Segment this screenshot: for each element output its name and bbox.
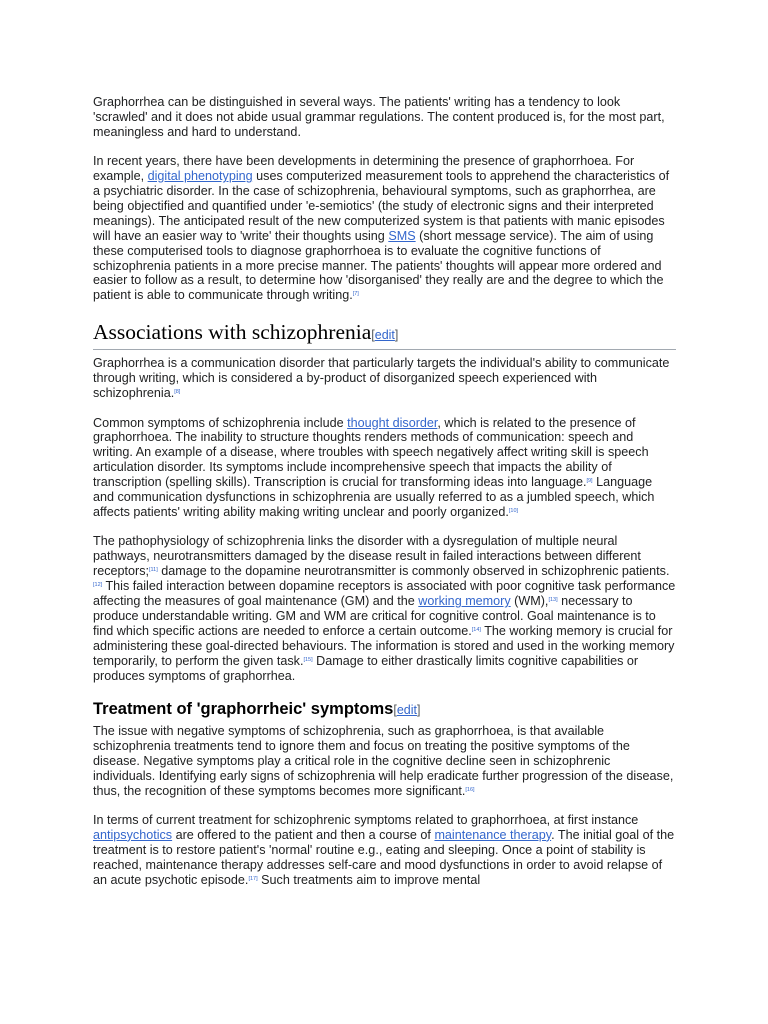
- edit-link[interactable]: edit: [396, 702, 417, 717]
- text-run: (short message service). The aim of using these computerised tools to diagnose graphorrhoea is to evaluate the cognitive functions of schizophrenia patients in a more precise manner. The patients' thoughts will appear more ordered and easier to follow as a result, to determine how 'disorganised' they really are and the degree to which the patient is able to communicate through writing.: [93, 228, 664, 303]
- text-run: are offered to the patient and then a course of: [172, 827, 435, 842]
- schizophrenia-paragraph-2: [93, 416, 676, 520]
- bracket-open: [: [371, 328, 375, 343]
- reference-16[interactable]: [16]: [465, 786, 475, 793]
- reference-12[interactable]: [12]: [93, 582, 103, 589]
- intro-paragraph-2: [93, 154, 676, 303]
- text-run: The pathophysiology of schizophrenia links the disorder with a dysregulation of multiple neural pathways, neurotransmitters damaged by the disease result in failed interactions between different receptors;: [93, 534, 641, 579]
- thought-disorder-link[interactable]: thought disorder: [347, 415, 438, 430]
- section-heading-schizophrenia: [93, 319, 676, 350]
- maintenance-therapy-link[interactable]: maintenance therapy: [434, 827, 552, 842]
- bracket-close: ]: [416, 702, 421, 717]
- antipsychotics-link[interactable]: antipsychotics: [93, 827, 173, 842]
- intro-paragraph-1: Graphorrhea can be distinguished in several ways. The patients' writing has a tendency to look 'scrawled' and it does not abide usual grammar regulations. The content produced is, for the most part, meaningless and hard to understand.: [93, 95, 665, 139]
- reference-7[interactable]: [7]: [352, 291, 359, 298]
- text-run: , which is related to the presence of graphorrhoea. The inability to structure thoughts renders methods of communication: speech and writing. An example of a disease, where troubles with speech negatively affect writing skill is speech articulation disorder. Its symptoms include incomprehensive speech that impacts the ability of transcription (spelling skills). Transcription is crucial for transforming ideas into language.: [93, 415, 649, 490]
- edit-section-link: [393, 703, 420, 717]
- text-run: This failed interaction between dopamine receptors is associated with poor cognitive task performance affecting the measures of goal maintenance (GM) and the: [93, 579, 676, 608]
- reference-11[interactable]: [11]: [149, 567, 158, 574]
- schizophrenia-paragraph-3: [93, 534, 676, 683]
- text-run: damage to the dopamine neurotransmitter is commonly observed in schizophrenic patients.: [157, 564, 670, 579]
- schizophrenia-paragraph-1: [93, 356, 676, 401]
- text-run: uses computerized measurement tools to apprehend the characteristics of a psychiatric disorder. In the case of schizophrenia, behavioural symptoms, such as graphorrhea, are being objectified and quantified under 'e-semiotics' (the study of electronic signs and their interpreted meanings). The anticipated result of the new computerized system is that patients with manic episodes will have an easier way to 'write' their thoughts using: [93, 169, 670, 243]
- reference-15[interactable]: [15]: [303, 656, 313, 663]
- section-title: Treatment of 'graphorrheic' symptoms: [93, 699, 394, 718]
- edit-section-link: [371, 328, 398, 342]
- reference-14[interactable]: [14]: [471, 626, 481, 633]
- text-run: Such treatments aim to improve mental: [257, 872, 481, 887]
- reference-13[interactable]: [13]: [548, 596, 558, 603]
- section-heading-treatment: [93, 698, 676, 721]
- text-run: Common symptoms of schizophrenia include: [93, 415, 348, 430]
- reference-9[interactable]: [9]: [586, 478, 593, 485]
- text-run: In terms of current treatment for schizophrenic symptoms related to graphorrhoea, at first instance: [93, 812, 639, 827]
- text-run: Damage to either drastically limits cognitive capabilities or produces symptoms of graphorrhea.: [93, 653, 639, 683]
- working-memory-link[interactable]: working memory: [418, 593, 511, 608]
- text-run: . The initial goal of the treatment is to restore patient's 'normal' routine e.g., eating and sleeping. Once a point of stability is reached, maintenance therapy addresses self-care and mood dysfunctions in order to avoid relapse of an acute psychotic episode.: [93, 827, 675, 887]
- text-run: The issue with negative symptoms of schizophrenia, such as graphorrhoea, is that available schizophrenia treatments tend to ignore them and focus on treating the positive symptoms of the disease. Negative symptoms play a critical role in the cognitive decline seen in schizophrenic individuals. Identifying early signs of schizophrenia will help eradicate further progression of the disease, thus, the recognition of these symptoms becomes more significant.: [93, 723, 674, 798]
- text-run: Language and communication dysfunctions in schizophrenia are usually referred to as a jumbled speech, which affects patients' writing ability making writing unclear and poorly organized.: [93, 475, 655, 519]
- text-run: The working memory is crucial for administering these goal-directed behaviours. The information is stored and used in the working memory temporarily, to perform the given task.: [93, 623, 675, 668]
- treatment-paragraph-2: [93, 813, 676, 888]
- digital-phenotyping-link[interactable]: digital phenotyping: [147, 169, 253, 184]
- reference-10[interactable]: [10]: [508, 507, 519, 514]
- sms-link[interactable]: SMS: [388, 228, 416, 243]
- text-run: (WM),: [510, 593, 549, 608]
- text-run: In recent years, there have been developments in determining the presence of graphorrhoea. For example,: [93, 154, 635, 184]
- bracket-open: [: [393, 702, 397, 717]
- treatment-paragraph-1: [93, 724, 676, 799]
- reference-8[interactable]: [8]: [174, 389, 181, 396]
- text-run: necessary to produce understandable writing. GM and WM are critical for cognitive control. Goal maintenance is to find which specific actions are needed to enforce a certain outcome.: [93, 593, 656, 638]
- bracket-close: ]: [394, 328, 399, 343]
- reference-17[interactable]: [17]: [248, 875, 258, 882]
- edit-link[interactable]: edit: [374, 328, 395, 343]
- text-run: Graphorrhea is a communication disorder that particularly targets the individual's ability to communicate through writing, which is considered a by-product of disorganized speech experienced with schizophrenia.: [93, 356, 670, 401]
- section-title: Associations with schizophrenia: [93, 320, 372, 345]
